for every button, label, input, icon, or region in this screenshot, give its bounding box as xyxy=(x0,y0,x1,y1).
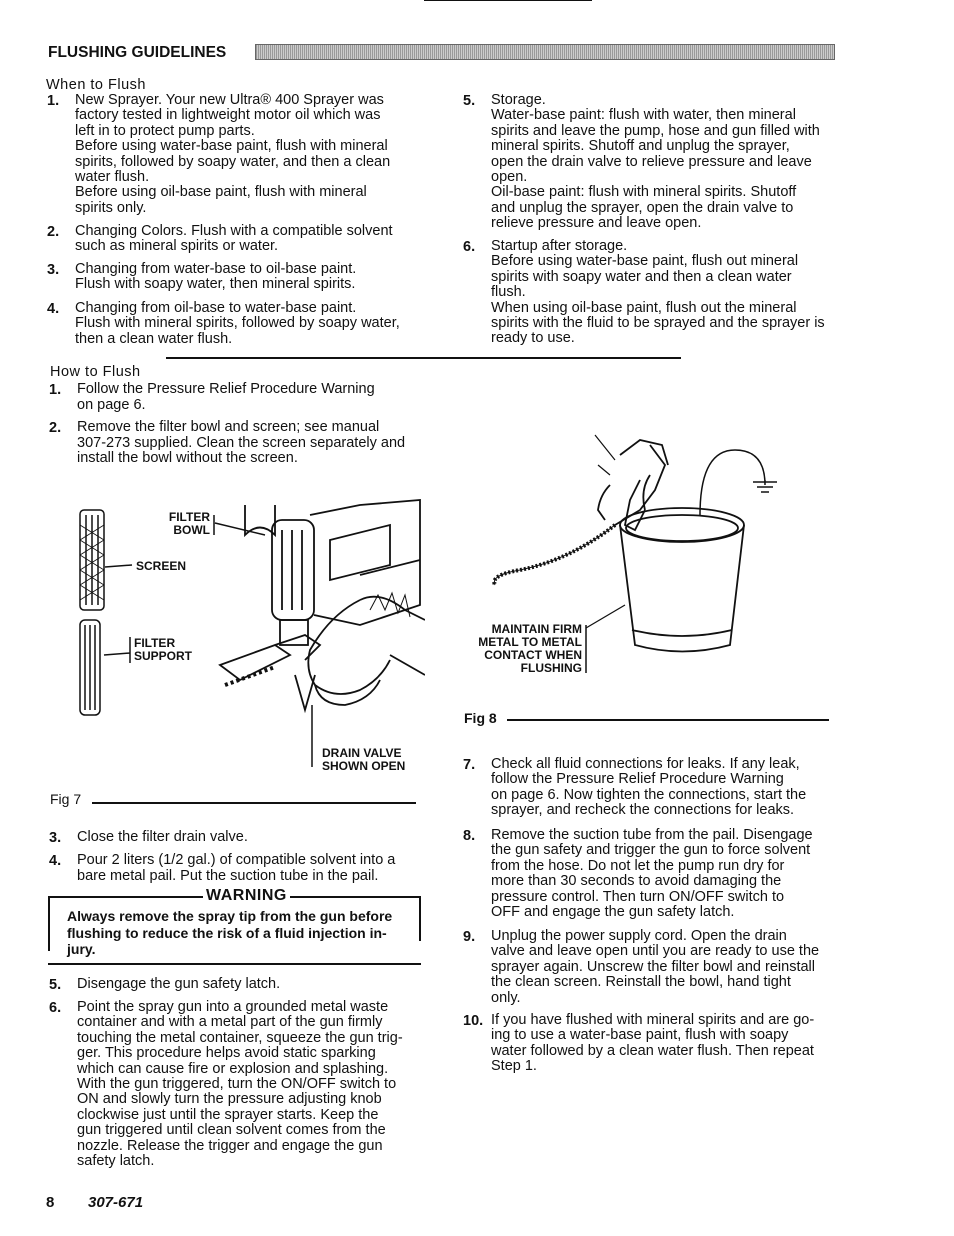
fig7-label-filter-support xyxy=(134,637,192,663)
item-line: water flush. xyxy=(75,169,150,186)
filter-support-leader xyxy=(104,637,130,663)
item-line: mineral spirits. Shutoff and unplug the sprayer, xyxy=(491,138,790,155)
label-filter: FILTER xyxy=(168,510,210,524)
item-line: Oil-base paint: flush with mineral spirits. Shutoff xyxy=(491,184,797,201)
item-line: clockwise just until the sprayer starts. Keep the xyxy=(77,1106,379,1123)
maintain-line: FLUSHING xyxy=(520,661,582,675)
item-line: gun triggered until clean solvent comes from the xyxy=(77,1122,386,1139)
fig8-caption: Fig 8 xyxy=(464,710,497,726)
label-bowl: BOWL xyxy=(173,523,210,537)
item-line: then a clean water flush. xyxy=(75,330,233,347)
item-line: Step 1. xyxy=(491,1058,537,1075)
item-line: container and with a metal part of the gun firmly xyxy=(77,1014,383,1031)
section-heading-how: How to Flush xyxy=(50,364,141,380)
item-text xyxy=(75,93,427,216)
page-number: 8 xyxy=(46,1194,55,1211)
maintain-leader xyxy=(586,605,625,628)
item-line: on page 6. xyxy=(77,396,146,413)
item-line: With the gun triggered, turn the ON/OFF switch to xyxy=(77,1076,397,1093)
item-line: install the bowl without the screen. xyxy=(77,450,298,467)
item-line: valve and leave open until you are ready to use the xyxy=(491,943,820,960)
item-line: more than 30 seconds to avoid damaging the xyxy=(491,873,782,890)
item-text xyxy=(491,828,843,920)
item-number: 4. xyxy=(49,853,62,869)
item-line: the gun safety and trigger the gun to force solvent xyxy=(491,842,811,859)
pail-drawing xyxy=(620,475,744,652)
item-line: follow the Pressure Relief Procedure Warning xyxy=(491,771,784,788)
item-text xyxy=(75,224,427,255)
item-line: on page 6. Now tighten the connections, start the xyxy=(491,786,807,803)
item-line: spirits, followed by soapy water, and then a clean xyxy=(75,153,391,170)
title-shaded-bar xyxy=(255,44,835,60)
item-line: ON and slowly turn the pressure adjusting knob xyxy=(77,1091,382,1108)
item-line: New Sprayer. Your new Ultra® 400 Sprayer was xyxy=(75,92,384,108)
label-shown-open: SHOWN OPEN xyxy=(322,759,406,773)
item-number: 5. xyxy=(49,977,62,993)
fig8-caption-rule xyxy=(507,719,829,721)
item-line: spirits with the fluid to be sprayed and the sprayer is xyxy=(491,315,825,332)
item-line: water followed by a clean water flush. Then repeat xyxy=(491,1042,814,1059)
item-line: sprayer again. Unscrew the filter bowl and reinstall xyxy=(491,958,815,975)
item-text xyxy=(491,93,820,232)
fig7-illustration xyxy=(60,495,425,775)
item-line: factory tested in lightweight motor oil which was xyxy=(75,107,381,124)
item-number: 5. xyxy=(463,93,476,109)
screen-leader xyxy=(105,565,132,567)
item-number: 4. xyxy=(47,301,60,317)
item-line: left in to protect pump parts. xyxy=(75,122,255,139)
item-line: Changing from oil-base to water-base paint. xyxy=(75,300,357,316)
item-text xyxy=(77,853,429,884)
item-line: Before using water-base paint, flush with mineral xyxy=(75,138,388,155)
item-text xyxy=(491,1013,843,1075)
item-text xyxy=(77,382,429,413)
item-line: If you have flushed with mineral spirits and are go- xyxy=(491,1012,815,1028)
warning-line: flushing to reduce the risk of a fluid injection in- xyxy=(67,924,387,941)
item-number: 2. xyxy=(49,420,62,436)
screen-drawing xyxy=(80,510,104,610)
item-line: open. xyxy=(491,169,528,186)
item-text xyxy=(77,1000,429,1169)
item-line: OFF and engage the gun safety latch. xyxy=(491,904,735,921)
item-line: which can cause fire or explosion and splashing. xyxy=(77,1060,389,1077)
hose-drawing xyxy=(494,525,615,585)
item-number: 10. xyxy=(463,1013,484,1029)
item-text xyxy=(75,262,427,293)
warning-text xyxy=(67,908,392,958)
item-line: ger. This procedure helps avoid static sparking xyxy=(77,1045,376,1062)
item-number: 9. xyxy=(463,929,476,945)
item-line: the clean screen. Reinstall the bowl, hand tight xyxy=(491,974,791,991)
fig7-label-filter-bowl xyxy=(167,511,210,537)
item-line: Check all fluid connections for leaks. If any leak, xyxy=(491,756,800,772)
item-number: 7. xyxy=(463,757,476,773)
item-line: spirits only. xyxy=(75,199,147,216)
warning-right-bar xyxy=(419,896,421,941)
item-number: 3. xyxy=(49,830,62,846)
item-line: touching the metal container, squeeze the gun trig- xyxy=(77,1029,403,1046)
label-drain-valve: DRAIN VALVE xyxy=(322,746,402,760)
item-line: pressure control. Then turn ON/OFF switch to xyxy=(491,888,785,905)
item-line: Flush with mineral spirits, followed by soapy water, xyxy=(75,315,400,332)
section-heading-when: When to Flush xyxy=(46,77,146,93)
maintain-line: METAL TO METAL xyxy=(478,635,582,649)
maintain-line: CONTACT WHEN xyxy=(484,648,582,662)
item-line: Storage. xyxy=(491,92,546,108)
warning-line: Always remove the spray tip from the gun before xyxy=(67,908,393,924)
fig8-label-maintain xyxy=(462,623,582,675)
filter-bowl-leader xyxy=(214,515,265,535)
top-rule xyxy=(424,0,592,1)
item-number: 2. xyxy=(47,224,60,240)
item-text xyxy=(75,301,427,347)
item-line: safety latch. xyxy=(77,1153,155,1170)
warning-title: WARNING xyxy=(203,887,290,905)
item-line: 307-273 supplied. Clean the screen separately and xyxy=(77,434,406,451)
fig7-caption: Fig 7 xyxy=(50,791,82,807)
item-line: flush. xyxy=(491,284,526,301)
item-text xyxy=(77,830,429,846)
item-line: Follow the Pressure Relief Procedure Warning xyxy=(77,381,375,397)
item-line: ready to use. xyxy=(491,330,575,347)
item-number: 3. xyxy=(47,262,60,278)
page-title: FLUSHING GUIDELINES xyxy=(48,44,227,61)
item-line: sprayer, and recheck the connections for leaks. xyxy=(491,802,795,819)
item-line: bare metal pail. Put the suction tube in the pail. xyxy=(77,867,379,884)
item-number: 6. xyxy=(49,1000,62,1016)
label-filter-2: FILTER xyxy=(134,636,176,650)
item-line: Water-base paint: flush with water, then mineral xyxy=(491,107,796,124)
item-line: Close the filter drain valve. xyxy=(77,829,248,845)
warning-left-bar xyxy=(48,896,50,951)
item-line: Pour 2 liters (1/2 gal.) of compatible solvent into a xyxy=(77,852,396,868)
item-line: spirits with soapy water and then a clean water xyxy=(491,268,792,285)
item-line: Changing from water-base to oil-base paint. xyxy=(75,261,357,277)
item-line: Disengage the gun safety latch. xyxy=(77,976,281,992)
fig7-caption-rule xyxy=(92,802,416,804)
fig7-label-screen: SCREEN xyxy=(136,559,187,573)
item-text xyxy=(491,239,825,347)
item-line: Changing Colors. Flush with a compatible solvent xyxy=(75,223,393,239)
item-line: such as mineral spirits or water. xyxy=(75,238,279,255)
item-line: Before using oil-base paint, flush with mineral xyxy=(75,184,367,201)
item-line: Remove the filter bowl and screen; see manual xyxy=(77,419,380,435)
item-line: open the drain valve to relieve pressure and leave xyxy=(491,153,812,170)
item-line: from the hose. Do not let the pump run dry for xyxy=(491,857,785,874)
warning-line: jury. xyxy=(67,941,96,957)
item-line: Flush with soapy water, then mineral spirits. xyxy=(75,276,356,293)
item-line: Before using water-base paint, flush out mineral xyxy=(491,253,799,270)
item-line: Unplug the power supply cord. Open the drain xyxy=(491,928,787,944)
item-line: and unplug the sprayer, open the drain valve to xyxy=(491,199,794,216)
item-text xyxy=(77,420,429,467)
label-support: SUPPORT xyxy=(134,649,193,663)
item-line: Startup after storage. xyxy=(491,238,628,254)
item-text xyxy=(77,977,429,992)
item-text xyxy=(491,929,843,1006)
filter-support-drawing xyxy=(80,620,100,715)
item-number: 8. xyxy=(463,828,476,844)
item-text xyxy=(491,757,843,819)
item-line: spirits and leave the pump, hose and gun filled with xyxy=(491,122,820,139)
item-line: Point the spray gun into a grounded metal waste xyxy=(77,999,389,1015)
section-divider xyxy=(166,357,681,359)
item-line: relieve pressure and leave open. xyxy=(491,215,702,232)
item-line: When using oil-base paint, flush out the mineral xyxy=(491,299,797,316)
item-line: only. xyxy=(491,989,521,1006)
item-number: 1. xyxy=(49,382,62,398)
item-number: 6. xyxy=(463,239,476,255)
fig7-label-drain-valve xyxy=(322,747,405,773)
item-number: 1. xyxy=(47,93,60,109)
item-line: nozzle. Release the trigger and engage the gun xyxy=(77,1137,383,1154)
maintain-line: MAINTAIN FIRM xyxy=(491,622,582,636)
item-line: Remove the suction tube from the pail. Disengage xyxy=(491,827,813,843)
item-line: ing to use a water-base paint, flush with soapy xyxy=(491,1027,789,1044)
document-number: 307-671 xyxy=(88,1194,144,1211)
